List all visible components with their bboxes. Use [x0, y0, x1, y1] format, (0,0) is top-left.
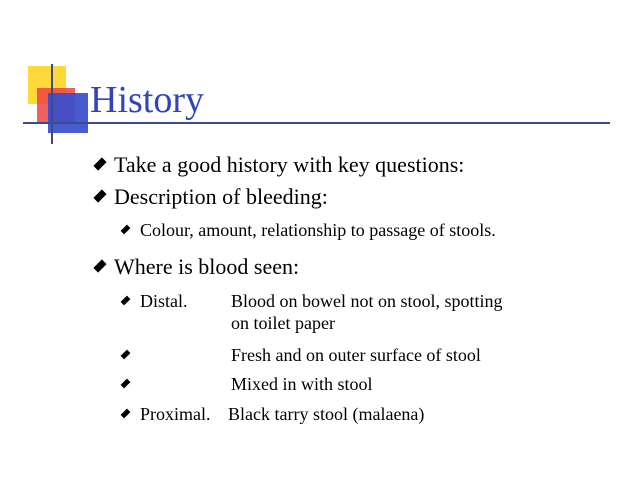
sub-bullet-text: on toilet paper: [231, 313, 335, 333]
square-bullet-icon: [93, 259, 106, 272]
bullet-text: Where is blood seen:: [114, 254, 300, 279]
sub-bullet-text: Mixed in with stool: [231, 374, 373, 394]
sub-bullet-text: Black tarry stool (malaena): [228, 404, 425, 424]
square-bullet-icon: [93, 189, 106, 202]
square-bullet-icon: [93, 157, 106, 170]
square-bullet-icon: [121, 225, 131, 235]
sub-bullet-text: Blood on bowel not on stool, spotting: [231, 291, 503, 311]
sub-bullet-text: Fresh and on outer surface of stool: [231, 345, 481, 365]
square-bullet-icon: [121, 350, 131, 360]
bullet-text: Description of bleeding:: [114, 184, 328, 209]
slide-title: History: [90, 79, 204, 121]
sub-bullet-text: Colour, amount, relationship to passage of stools.: [140, 220, 496, 240]
square-bullet-icon: [121, 296, 131, 306]
bullet-text: Take a good history with key questions:: [114, 152, 465, 177]
decor-blue-square: [48, 93, 88, 133]
square-bullet-icon: [121, 379, 131, 389]
sub-bullet-label: Distal.: [140, 291, 188, 311]
sub-bullet-label: Proximal.: [140, 404, 211, 424]
square-bullet-icon: [121, 409, 131, 419]
decor-vertical-line: [51, 64, 53, 144]
title-underline: [23, 122, 610, 124]
